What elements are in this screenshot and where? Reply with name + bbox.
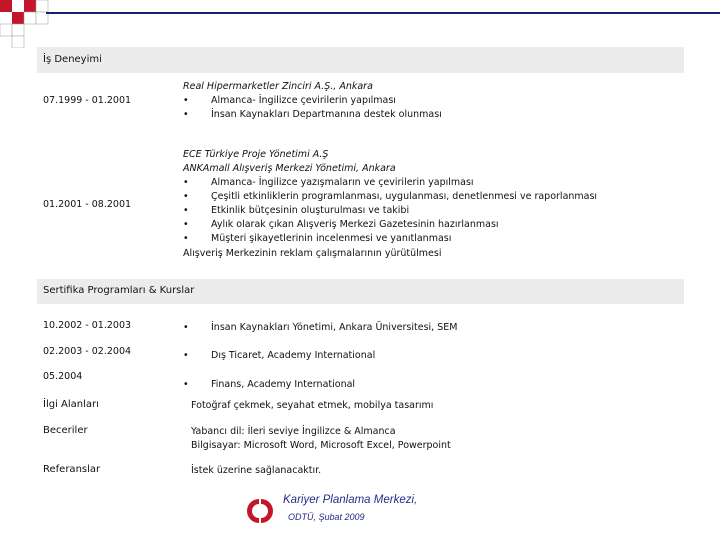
bullet-icon: •: [183, 219, 189, 230]
bullet-icon: •: [183, 322, 189, 333]
bullet-icon: •: [183, 205, 189, 216]
footer-subtitle: ODTÜ, Şubat 2009: [288, 512, 365, 522]
interests-label: İlgi Alanları: [43, 399, 99, 410]
experience-2-bullet-5: [183, 232, 451, 245]
certificate-1-date: 10.2002 - 01.2003: [43, 320, 132, 331]
experience-1-bullet-1: [183, 94, 396, 107]
odtu-logo-icon: [247, 497, 273, 525]
certificate-1-text: İnsan Kaynakları Yönetimi, Ankara Üniversitesi, SEM: [211, 322, 458, 333]
experience-1-company: Real Hipermarketler Zinciri A.Ş., Ankara: [183, 81, 373, 92]
certificate-3-date: 05.2004: [43, 371, 83, 382]
experience-2-bullet-1: [183, 176, 474, 189]
experience-2-company-line2: ANKAmall Alışveriş Merkezi Yönetimi, Ankara: [183, 163, 396, 174]
experience-1-bullet-1-text: Almanca- İngilizce çevirilerin yapılması: [211, 95, 396, 106]
experience-2-bullet-2: [183, 190, 597, 203]
bullet-icon: •: [183, 177, 189, 188]
certificate-2: [183, 349, 375, 362]
certificate-3: [183, 378, 355, 391]
experience-2-bullet-5-text: Müşteri şikayetlerinin incelenmesi ve yanıtlanması: [211, 233, 452, 244]
experience-1-bullet-2: [183, 108, 442, 121]
experience-section-title: İş Deneyimi: [43, 54, 102, 65]
experience-1-bullet-2-text: İnsan Kaynakları Departmanına destek olunması: [211, 109, 442, 120]
experience-section-band: [37, 47, 684, 73]
experience-2-bullet-1-text: Almanca- İngilizce yazışmaların ve çevirilerin yapılması: [211, 177, 474, 188]
references-label: Referanslar: [43, 464, 101, 475]
experience-2-bullet-2-text: Çeşitli etkinliklerin programlanması, uygulanması, denetlenmesi ve raporlanması: [211, 191, 598, 202]
certificate-1: [183, 321, 457, 334]
certificate-3-text: Finans, Academy International: [211, 379, 356, 390]
bullet-icon: •: [183, 109, 189, 120]
skills-language: Yabancı dil: İleri seviye İngilizce & Almanca: [191, 426, 396, 437]
experience-1-date: 07.1999 - 01.2001: [43, 95, 132, 106]
experience-2-bullet-3-text: Etkinlik bütçesinin oluşturulması ve takibi: [211, 205, 410, 216]
experience-2-bullet-4: [183, 218, 499, 231]
bullet-icon: •: [183, 379, 189, 390]
interests-value: Fotoğraf çekmek, seyahat etmek, mobilya tasarımı: [191, 400, 434, 411]
bullet-icon: •: [183, 350, 189, 361]
references-value: İstek üzerine sağlanacaktır.: [191, 465, 322, 476]
skills-computer: Bilgisayar: Microsoft Word, Microsoft Excel, Powerpoint: [191, 440, 451, 451]
certificate-2-date: 02.2003 - 02.2004: [43, 346, 132, 357]
experience-2-bullet-4-text: Aylık olarak çıkan Alışveriş Merkezi Gazetesinin hazırlanması: [211, 219, 499, 230]
bullet-icon: •: [183, 233, 189, 244]
experience-2-date: 01.2001 - 08.2001: [43, 199, 132, 210]
certificate-2-text: Dış Ticaret, Academy International: [211, 350, 376, 361]
footer-title: Kariyer Planlama Merkezi,: [283, 494, 418, 506]
experience-2-company: ECE Türkiye Proje Yönetimi A.Ş: [183, 149, 329, 160]
experience-2-bullet-3: [183, 204, 409, 217]
bullet-icon: •: [183, 95, 189, 106]
bullet-icon: •: [183, 191, 189, 202]
certificates-section-title: Sertifika Programları & Kurslar: [43, 285, 195, 296]
experience-2-trailing-line: Alışveriş Merkezinin reklam çalışmalarının yürütülmesi: [183, 248, 442, 259]
checker-pattern-decoration: [0, 0, 60, 48]
header-rule: [46, 12, 720, 14]
skills-label: Beceriler: [43, 425, 88, 436]
